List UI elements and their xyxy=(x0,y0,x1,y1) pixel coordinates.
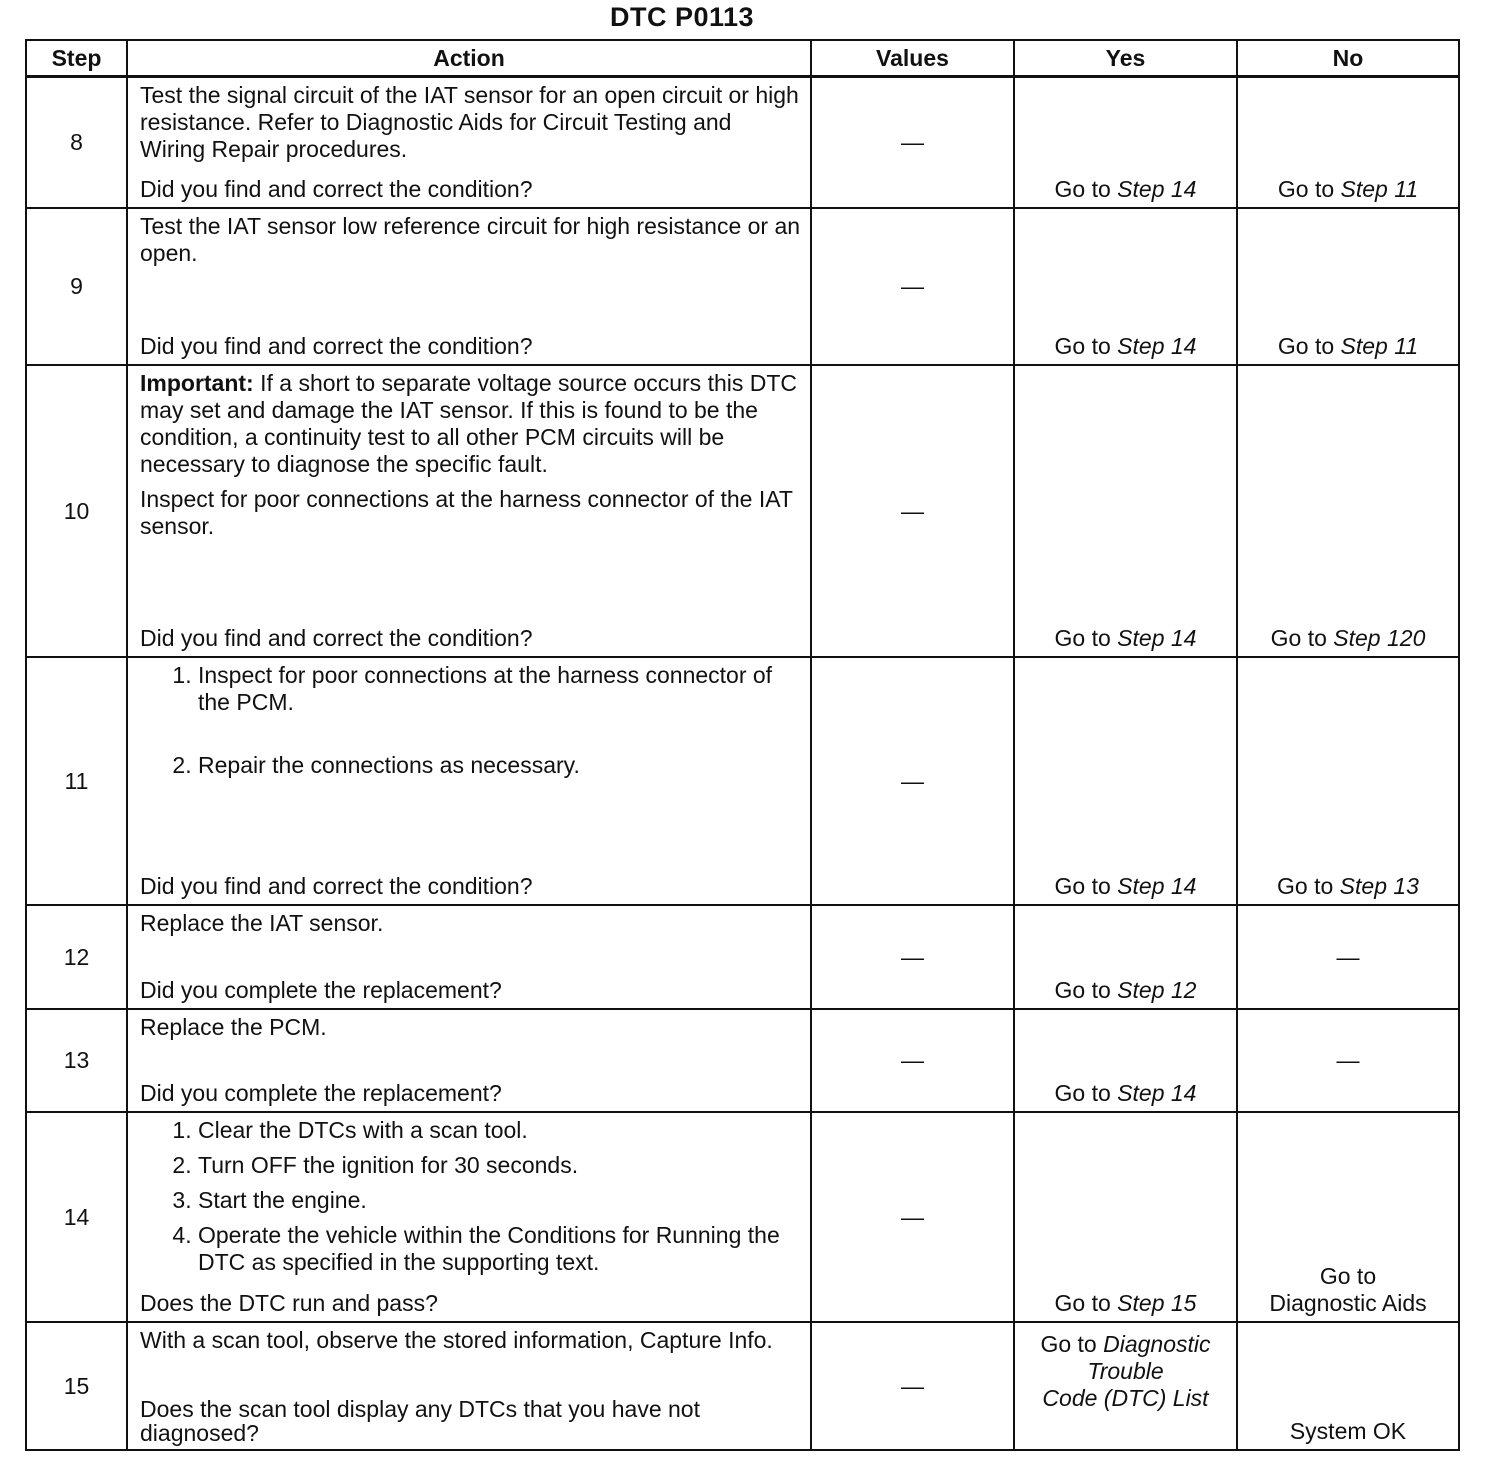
action-list xyxy=(140,662,802,779)
table-row xyxy=(26,905,1459,1009)
yes-cell xyxy=(1014,1112,1237,1322)
no-cell xyxy=(1237,77,1459,209)
yes-prefix: Go to xyxy=(1054,977,1118,1003)
no-cell: — xyxy=(1237,905,1459,1009)
no-cell: System OK xyxy=(1237,1322,1459,1450)
important-text: If a short to separate voltage source occurs this DTC may set and damage the IAT sensor. If this is found to be the condition, a continuity test to all other PCM circuits will be necessary to diagnose the specific fault. xyxy=(140,370,798,477)
action-question: Did you find and correct the condition? xyxy=(140,625,533,651)
action-question: Did you complete the replacement? xyxy=(140,1080,502,1106)
action-text: Replace the IAT sensor. xyxy=(140,910,384,936)
no-link[interactable]: Step 120 xyxy=(1333,625,1426,651)
yes-link[interactable]: Diagnostic xyxy=(1103,1331,1211,1357)
values-cell: — xyxy=(811,208,1014,365)
step-number: 9 xyxy=(26,208,127,365)
yes-prefix: Go to xyxy=(1054,176,1118,202)
important-note xyxy=(140,370,802,478)
no-link[interactable]: Diagnostic Aids xyxy=(1269,1290,1427,1316)
yes-link[interactable]: Step 14 xyxy=(1117,625,1197,651)
no-link[interactable]: Step 11 xyxy=(1340,333,1419,359)
action-text: Inspect for poor connections at the harness connector of the IAT sensor. xyxy=(140,486,793,539)
yes-prefix: Go to xyxy=(1054,1080,1118,1106)
action-cell xyxy=(127,1112,811,1322)
values-cell: — xyxy=(811,657,1014,905)
table-row xyxy=(26,1322,1459,1450)
action-cell xyxy=(127,905,811,1009)
important-label: Important: xyxy=(140,370,254,396)
action-question: Does the scan tool display any DTCs that you have not diagnosed? xyxy=(140,1396,700,1446)
header-yes: Yes xyxy=(1014,40,1237,77)
no-prefix: Go to xyxy=(1319,1263,1377,1289)
step-number: 13 xyxy=(26,1009,127,1112)
action-list xyxy=(140,1117,802,1276)
yes-link[interactable]: Trouble xyxy=(1087,1358,1164,1384)
action-cell xyxy=(127,77,811,209)
yes-cell xyxy=(1014,208,1237,365)
yes-prefix: Go to xyxy=(1054,1290,1118,1316)
yes-prefix: Go to xyxy=(1040,1331,1104,1357)
values-cell: — xyxy=(811,1009,1014,1112)
yes-link[interactable]: Step 14 xyxy=(1117,333,1197,359)
action-question: Did you complete the replacement? xyxy=(140,977,502,1003)
no-prefix: Go to xyxy=(1277,333,1341,359)
yes-cell xyxy=(1014,365,1237,657)
step-number: 10 xyxy=(26,365,127,657)
action-question: Did you find and correct the condition? xyxy=(140,333,533,359)
table-row xyxy=(26,657,1459,905)
table-row xyxy=(26,365,1459,657)
yes-cell xyxy=(1014,905,1237,1009)
step-number: 11 xyxy=(26,657,127,905)
no-cell xyxy=(1237,208,1459,365)
list-item: 3. Start the engine. xyxy=(198,1187,802,1214)
table-row xyxy=(26,208,1459,365)
list-item: 1. Clear the DTCs with a scan tool. xyxy=(198,1117,802,1144)
no-link[interactable]: Step 13 xyxy=(1339,873,1419,899)
table-row xyxy=(26,1112,1459,1322)
values-cell: — xyxy=(811,1112,1014,1322)
yes-link[interactable]: Step 14 xyxy=(1117,1080,1197,1106)
action-text: Replace the PCM. xyxy=(140,1014,327,1040)
action-cell xyxy=(127,365,811,657)
values-cell: — xyxy=(811,1322,1014,1450)
header-values: Values xyxy=(811,40,1014,77)
no-cell xyxy=(1237,365,1459,657)
no-cell xyxy=(1237,1112,1459,1322)
yes-link[interactable]: Step 14 xyxy=(1117,176,1197,202)
action-text: Test the IAT sensor low reference circuit for high resistance or an open. xyxy=(140,213,801,266)
yes-cell xyxy=(1014,657,1237,905)
no-cell: — xyxy=(1237,1009,1459,1112)
action-question: Does the DTC run and pass? xyxy=(140,1290,438,1316)
no-prefix: Go to xyxy=(1277,873,1340,899)
values-cell: — xyxy=(811,905,1014,1009)
list-item: 2. Repair the connections as necessary. xyxy=(198,752,802,779)
no-prefix: Go to xyxy=(1277,176,1341,202)
list-item: 2. Turn OFF the ignition for 30 seconds. xyxy=(198,1152,802,1179)
list-item: 4. Operate the vehicle within the Conditions for Running the DTC as specified in the supporting text. xyxy=(198,1222,802,1276)
step-number: 14 xyxy=(26,1112,127,1322)
no-link[interactable]: Step 11 xyxy=(1340,176,1419,202)
yes-link[interactable]: Step 12 xyxy=(1117,977,1197,1003)
yes-cell xyxy=(1014,77,1237,209)
no-cell xyxy=(1237,657,1459,905)
action-text: With a scan tool, observe the stored information, Capture Info. xyxy=(140,1327,773,1353)
values-cell: — xyxy=(811,77,1014,209)
list-item: 1. Inspect for poor connections at the harness connector of the PCM. xyxy=(198,662,802,716)
no-prefix: Go to xyxy=(1270,625,1334,651)
yes-prefix: Go to xyxy=(1054,625,1118,651)
table-row xyxy=(26,1009,1459,1112)
dtc-table xyxy=(25,39,1460,1451)
action-text: Test the signal circuit of the IAT sensor for an open circuit or high resistance. Refer to Diagnostic Aids for Circuit Testing and Wiring Repair procedures. xyxy=(140,82,799,162)
values-cell: — xyxy=(811,365,1014,657)
step-number: 8 xyxy=(26,77,127,209)
table-row xyxy=(26,77,1459,209)
yes-cell xyxy=(1014,1009,1237,1112)
action-cell xyxy=(127,1322,811,1450)
action-cell xyxy=(127,657,811,905)
header-no: No xyxy=(1237,40,1459,77)
yes-cell xyxy=(1014,1322,1237,1450)
action-question: Did you find and correct the condition? xyxy=(140,176,533,202)
yes-prefix: Go to xyxy=(1054,873,1118,899)
header-row xyxy=(26,40,1459,77)
page-title: DTC P0113 xyxy=(609,2,755,32)
action-cell xyxy=(127,1009,811,1112)
yes-prefix: Go to xyxy=(1054,333,1118,359)
yes-link[interactable]: Step 15 xyxy=(1117,1290,1197,1316)
action-question: Did you find and correct the condition? xyxy=(140,873,533,899)
yes-link[interactable]: Code (DTC) List xyxy=(1042,1385,1209,1411)
step-number: 12 xyxy=(26,905,127,1009)
header-action: Action xyxy=(127,40,811,77)
step-number: 15 xyxy=(26,1322,127,1450)
header-step: Step xyxy=(26,40,127,77)
yes-link[interactable]: Step 14 xyxy=(1117,873,1197,899)
action-cell xyxy=(127,208,811,365)
